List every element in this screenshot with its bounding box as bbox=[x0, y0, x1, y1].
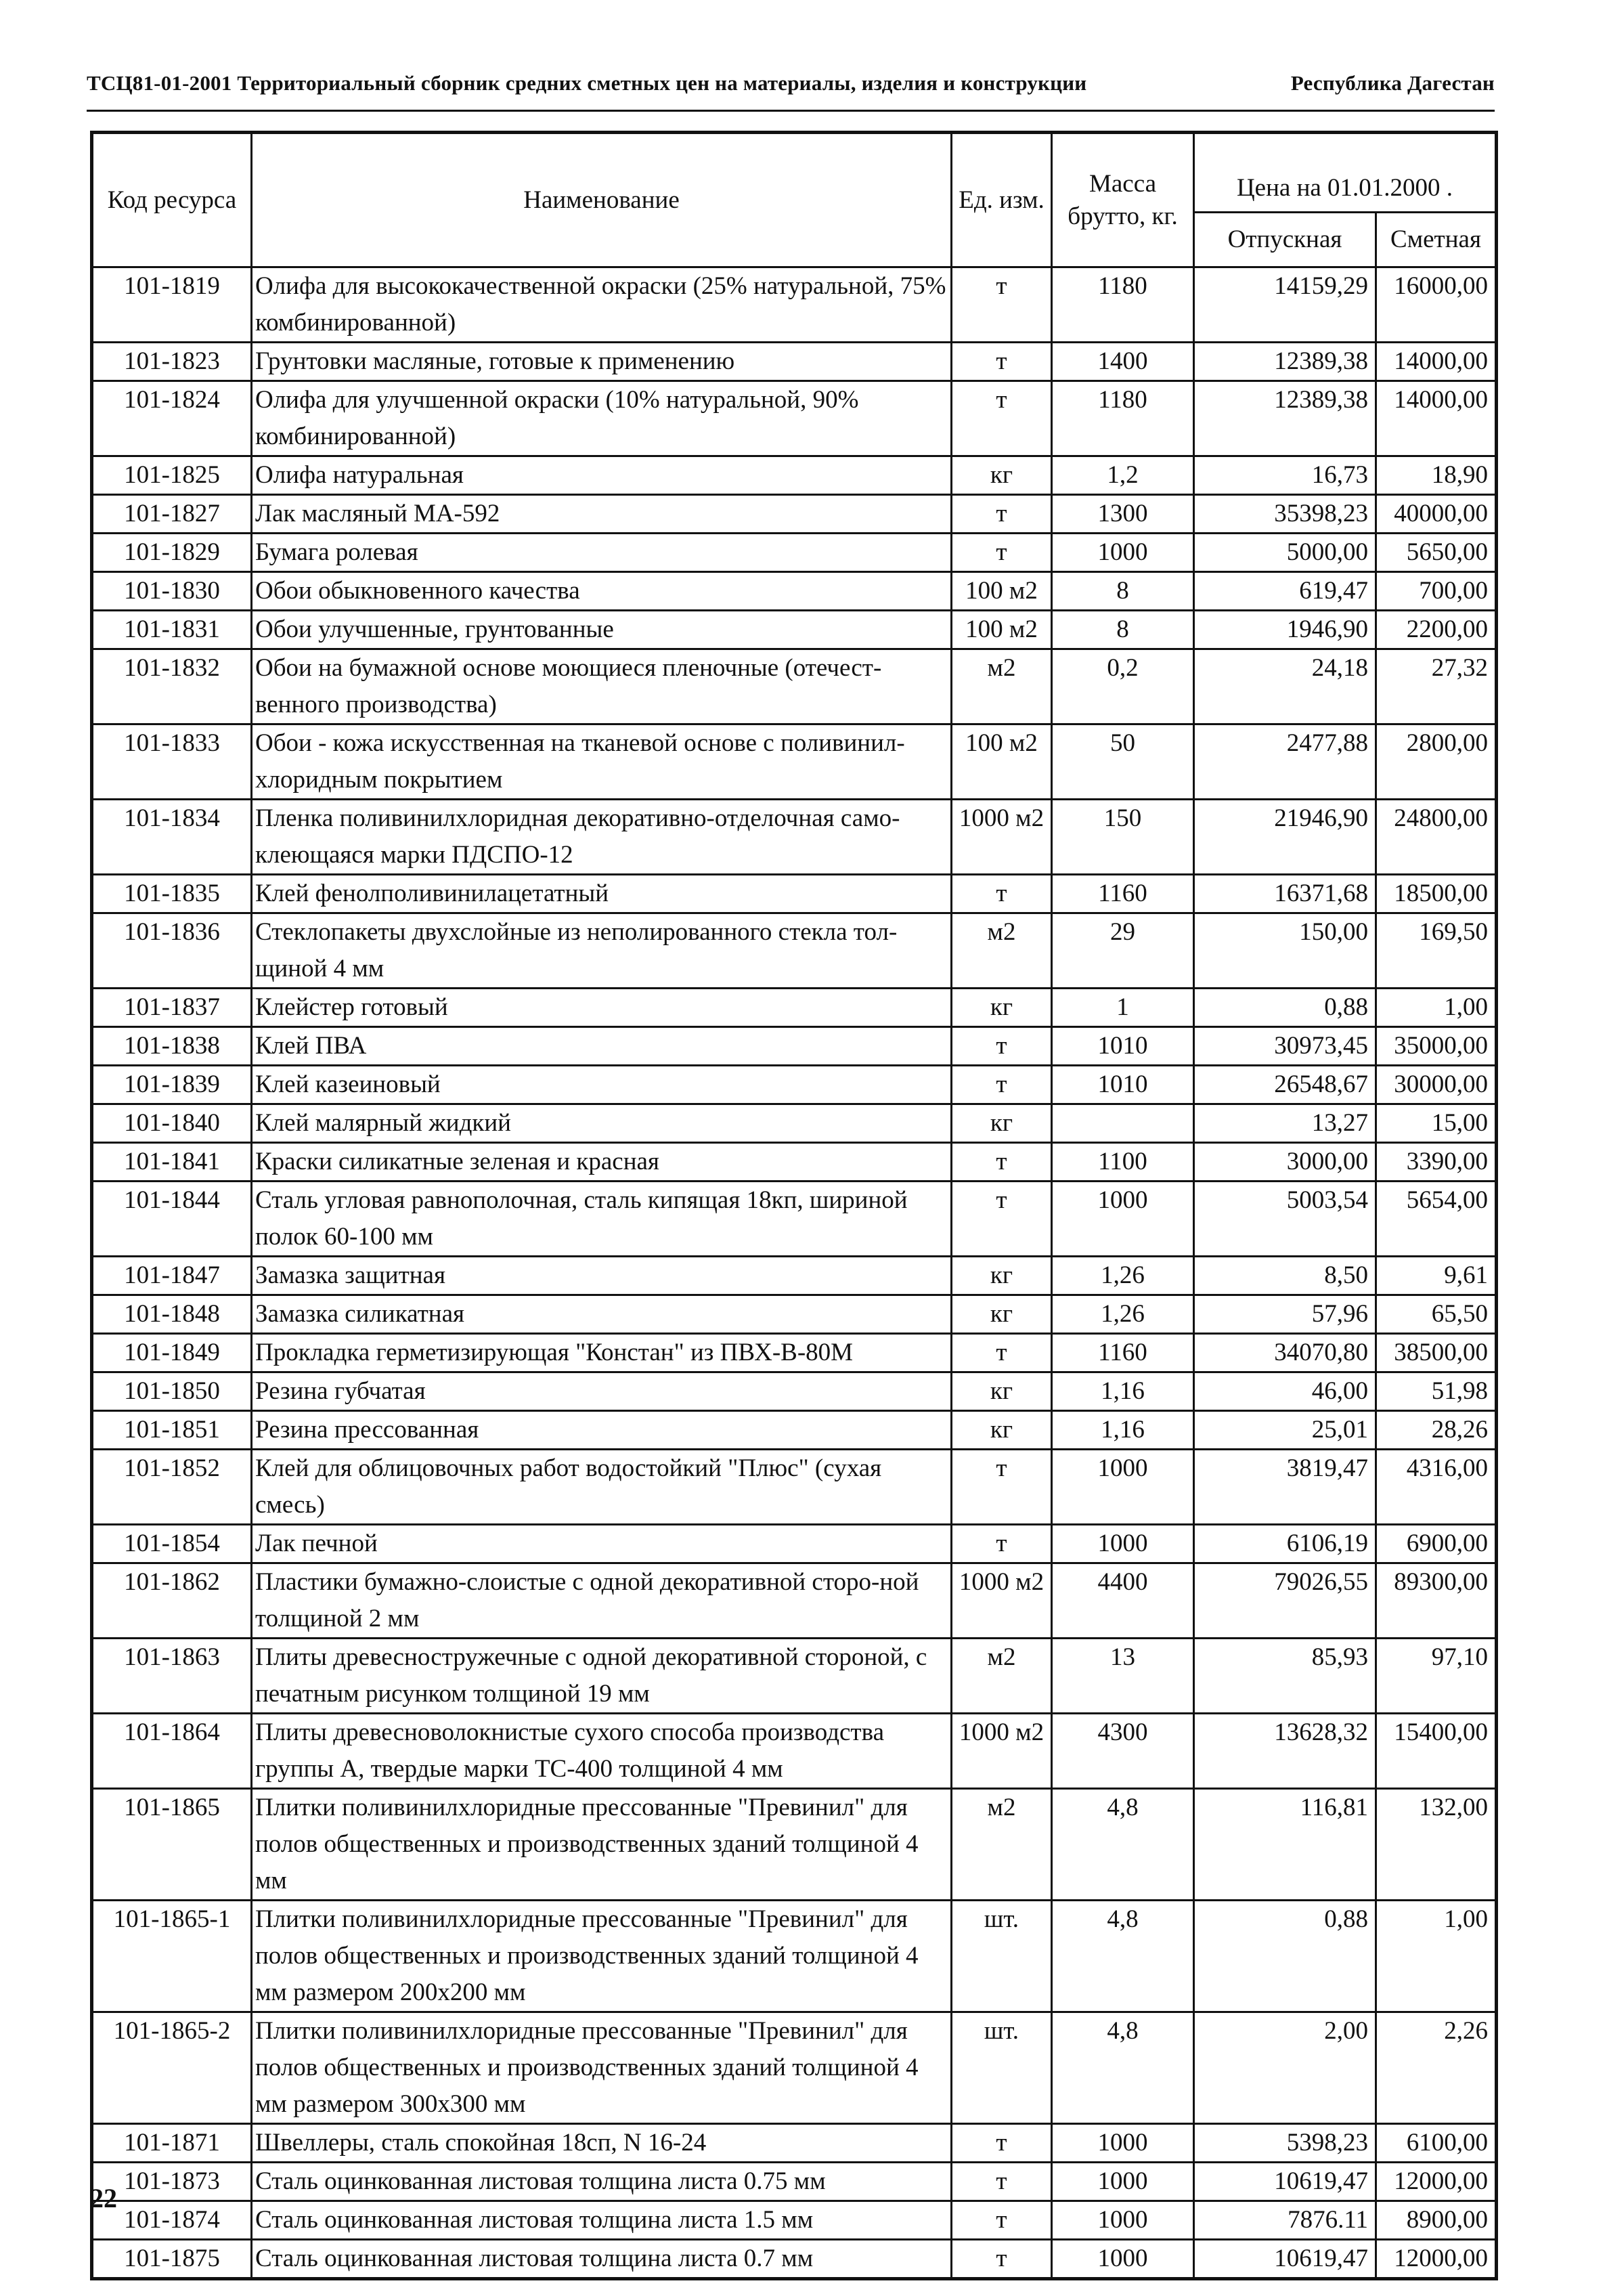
cell-release-price: 16,73 bbox=[1194, 456, 1376, 495]
cell-name: Швеллеры, сталь спокойная 18сп, N 16-24 bbox=[252, 2124, 952, 2163]
table-row bbox=[92, 2201, 1497, 2240]
cell-code: 101-1850 bbox=[92, 1372, 252, 1411]
cell-release-price: 0,88 bbox=[1194, 989, 1376, 1027]
cell-estimate-price: 2,26 bbox=[1376, 2012, 1497, 2124]
cell-mass: 1180 bbox=[1052, 267, 1194, 343]
cell-name: Сталь оцинкованная листовая толщина листа 1.5 мм bbox=[252, 2201, 952, 2240]
cell-estimate-price: 27,32 bbox=[1376, 649, 1497, 724]
cell-mass: 4,8 bbox=[1052, 1789, 1194, 1901]
cell-estimate-price: 35000,00 bbox=[1376, 1027, 1497, 1066]
cell-mass: 1000 bbox=[1052, 1525, 1194, 1563]
collection-title: ТСЦ81-01-2001 Территориальный сборник средних сметных цен на материалы, изделия и конструкции bbox=[87, 71, 1087, 95]
table-header bbox=[92, 133, 1497, 267]
cell-code: 101-1849 bbox=[92, 1334, 252, 1372]
cell-name: Олифа для улучшенной окраски (10% натуральной, 90% комбинированной) bbox=[252, 381, 952, 456]
cell-unit: 1000 м2 bbox=[952, 1563, 1052, 1639]
table-row bbox=[92, 1257, 1497, 1295]
cell-unit: кг bbox=[952, 1104, 1052, 1143]
cell-estimate-price: 2200,00 bbox=[1376, 611, 1497, 649]
cell-estimate-price: 5650,00 bbox=[1376, 534, 1497, 572]
table-row bbox=[92, 2240, 1497, 2279]
cell-name: Сталь угловая равнополочная, сталь кипящая 18кп, шириной полок 60-100 мм bbox=[252, 1182, 952, 1257]
cell-unit: 100 м2 bbox=[952, 611, 1052, 649]
cell-name: Обои обыкновенного качества bbox=[252, 572, 952, 611]
cell-name: Бумага ролевая bbox=[252, 534, 952, 572]
table-row bbox=[92, 456, 1497, 495]
cell-code: 101-1873 bbox=[92, 2163, 252, 2201]
cell-unit: м2 bbox=[952, 913, 1052, 989]
table-row bbox=[92, 989, 1497, 1027]
header-rule bbox=[87, 110, 1495, 112]
table-row bbox=[92, 572, 1497, 611]
cell-release-price: 10619,47 bbox=[1194, 2240, 1376, 2279]
cell-unit: т bbox=[952, 1334, 1052, 1372]
cell-estimate-price: 6100,00 bbox=[1376, 2124, 1497, 2163]
running-header bbox=[87, 71, 1495, 95]
cell-estimate-price: 8900,00 bbox=[1376, 2201, 1497, 2240]
cell-code: 101-1833 bbox=[92, 724, 252, 800]
cell-mass: 1160 bbox=[1052, 875, 1194, 913]
cell-estimate-price: 28,26 bbox=[1376, 1411, 1497, 1450]
cell-estimate-price: 97,10 bbox=[1376, 1639, 1497, 1714]
cell-release-price: 3819,47 bbox=[1194, 1450, 1376, 1525]
cell-estimate-price: 12000,00 bbox=[1376, 2163, 1497, 2201]
cell-release-price: 6106,19 bbox=[1194, 1525, 1376, 1563]
cell-name: Замазка силикатная bbox=[252, 1295, 952, 1334]
table-row bbox=[92, 495, 1497, 534]
cell-unit: т bbox=[952, 495, 1052, 534]
cell-mass: 1,26 bbox=[1052, 1257, 1194, 1295]
cell-name: Клей казеиновый bbox=[252, 1066, 952, 1104]
table-row bbox=[92, 649, 1497, 724]
cell-name: Лак печной bbox=[252, 1525, 952, 1563]
cell-code: 101-1844 bbox=[92, 1182, 252, 1257]
cell-release-price: 5003,54 bbox=[1194, 1182, 1376, 1257]
cell-code: 101-1848 bbox=[92, 1295, 252, 1334]
cell-release-price: 5000,00 bbox=[1194, 534, 1376, 572]
cell-release-price: 34070,80 bbox=[1194, 1334, 1376, 1372]
cell-estimate-price: 51,98 bbox=[1376, 1372, 1497, 1411]
cell-mass: 1010 bbox=[1052, 1027, 1194, 1066]
cell-mass: 1,16 bbox=[1052, 1372, 1194, 1411]
cell-release-price: 14159,29 bbox=[1194, 267, 1376, 343]
cell-estimate-price: 14000,00 bbox=[1376, 381, 1497, 456]
header-unit: Ед. изм. bbox=[952, 133, 1052, 267]
cell-code: 101-1854 bbox=[92, 1525, 252, 1563]
cell-code: 101-1839 bbox=[92, 1066, 252, 1104]
table-row bbox=[92, 1143, 1497, 1182]
cell-unit: т bbox=[952, 2163, 1052, 2201]
cell-code: 101-1847 bbox=[92, 1257, 252, 1295]
cell-code: 101-1832 bbox=[92, 649, 252, 724]
cell-release-price: 3000,00 bbox=[1194, 1143, 1376, 1182]
cell-code: 101-1831 bbox=[92, 611, 252, 649]
cell-mass: 29 bbox=[1052, 913, 1194, 989]
cell-unit: т bbox=[952, 1027, 1052, 1066]
cell-estimate-price: 89300,00 bbox=[1376, 1563, 1497, 1639]
cell-unit: т bbox=[952, 2124, 1052, 2163]
cell-code: 101-1837 bbox=[92, 989, 252, 1027]
table-row bbox=[92, 1450, 1497, 1525]
table-row bbox=[92, 534, 1497, 572]
region-name: Республика Дагестан bbox=[1290, 71, 1495, 95]
cell-unit: кг bbox=[952, 1372, 1052, 1411]
cell-unit: т bbox=[952, 1450, 1052, 1525]
table-row bbox=[92, 1789, 1497, 1901]
cell-name: Клей фенолполивинилацетатный bbox=[252, 875, 952, 913]
cell-mass: 13 bbox=[1052, 1639, 1194, 1714]
cell-unit: кг bbox=[952, 989, 1052, 1027]
cell-name: Замазка защитная bbox=[252, 1257, 952, 1295]
cell-release-price: 79026,55 bbox=[1194, 1563, 1376, 1639]
table-row bbox=[92, 343, 1497, 381]
cell-estimate-price: 38500,00 bbox=[1376, 1334, 1497, 1372]
table-row bbox=[92, 1027, 1497, 1066]
cell-estimate-price: 169,50 bbox=[1376, 913, 1497, 989]
cell-estimate-price: 30000,00 bbox=[1376, 1066, 1497, 1104]
cell-code: 101-1852 bbox=[92, 1450, 252, 1525]
cell-unit: кг bbox=[952, 456, 1052, 495]
cell-mass: 150 bbox=[1052, 800, 1194, 875]
cell-unit: 1000 м2 bbox=[952, 1714, 1052, 1789]
cell-unit: т bbox=[952, 1182, 1052, 1257]
cell-mass: 1180 bbox=[1052, 381, 1194, 456]
cell-estimate-price: 24800,00 bbox=[1376, 800, 1497, 875]
cell-code: 101-1874 bbox=[92, 2201, 252, 2240]
cell-unit: т bbox=[952, 1066, 1052, 1104]
cell-code: 101-1865-1 bbox=[92, 1901, 252, 2012]
cell-mass: 1000 bbox=[1052, 1182, 1194, 1257]
cell-unit: т bbox=[952, 2201, 1052, 2240]
cell-name: Пленка поливинилхлоридная декоративно-отделочная само-клеющаяся марки ПДСПО-12 bbox=[252, 800, 952, 875]
table-row bbox=[92, 1182, 1497, 1257]
table-row bbox=[92, 913, 1497, 989]
cell-release-price: 13,27 bbox=[1194, 1104, 1376, 1143]
table-row bbox=[92, 2012, 1497, 2124]
cell-name: Плитки поливинилхлоридные прессованные "Превинил" для полов общественных и производственных зданий толщиной 4 мм размером 300х300 мм bbox=[252, 2012, 952, 2124]
cell-unit: м2 bbox=[952, 649, 1052, 724]
cell-code: 101-1865-2 bbox=[92, 2012, 252, 2124]
cell-mass: 1000 bbox=[1052, 2201, 1194, 2240]
cell-estimate-price: 16000,00 bbox=[1376, 267, 1497, 343]
cell-estimate-price: 2800,00 bbox=[1376, 724, 1497, 800]
cell-mass: 4,8 bbox=[1052, 1901, 1194, 2012]
cell-release-price: 46,00 bbox=[1194, 1372, 1376, 1411]
cell-estimate-price: 12000,00 bbox=[1376, 2240, 1497, 2279]
cell-unit: шт. bbox=[952, 1901, 1052, 2012]
cell-estimate-price: 6900,00 bbox=[1376, 1525, 1497, 1563]
cell-code: 101-1875 bbox=[92, 2240, 252, 2279]
table-row bbox=[92, 1639, 1497, 1714]
cell-release-price: 0,88 bbox=[1194, 1901, 1376, 2012]
cell-unit: м2 bbox=[952, 1639, 1052, 1714]
cell-release-price: 25,01 bbox=[1194, 1411, 1376, 1450]
cell-release-price: 5398,23 bbox=[1194, 2124, 1376, 2163]
table-row bbox=[92, 267, 1497, 343]
cell-code: 101-1840 bbox=[92, 1104, 252, 1143]
price-table bbox=[90, 131, 1498, 2280]
cell-code: 101-1835 bbox=[92, 875, 252, 913]
cell-release-price: 26548,67 bbox=[1194, 1066, 1376, 1104]
cell-code: 101-1834 bbox=[92, 800, 252, 875]
cell-name: Краски силикатные зеленая и красная bbox=[252, 1143, 952, 1182]
cell-mass: 8 bbox=[1052, 611, 1194, 649]
cell-mass: 1010 bbox=[1052, 1066, 1194, 1104]
cell-code: 101-1819 bbox=[92, 267, 252, 343]
cell-name: Олифа натуральная bbox=[252, 456, 952, 495]
cell-mass: 1000 bbox=[1052, 1450, 1194, 1525]
cell-release-price: 2477,88 bbox=[1194, 724, 1376, 800]
table-row bbox=[92, 611, 1497, 649]
cell-code: 101-1871 bbox=[92, 2124, 252, 2163]
cell-code: 101-1864 bbox=[92, 1714, 252, 1789]
cell-release-price: 21946,90 bbox=[1194, 800, 1376, 875]
table-row bbox=[92, 2163, 1497, 2201]
header-release-price: Отпускная bbox=[1194, 213, 1376, 267]
cell-mass: 1000 bbox=[1052, 534, 1194, 572]
cell-estimate-price: 4316,00 bbox=[1376, 1450, 1497, 1525]
cell-code: 101-1829 bbox=[92, 534, 252, 572]
cell-name: Плитки поливинилхлоридные прессованные "Превинил" для полов общественных и производственных зданий толщиной 4 мм размером 200х200 мм bbox=[252, 1901, 952, 2012]
cell-name: Обои улучшенные, грунтованные bbox=[252, 611, 952, 649]
table-row bbox=[92, 875, 1497, 913]
cell-name: Стеклопакеты двухслойные из неполированного стекла тол-щиной 4 мм bbox=[252, 913, 952, 989]
cell-estimate-price: 15,00 bbox=[1376, 1104, 1497, 1143]
cell-unit: кг bbox=[952, 1295, 1052, 1334]
header-code: Код ресурса bbox=[92, 133, 252, 267]
table-row bbox=[92, 381, 1497, 456]
cell-unit: т bbox=[952, 534, 1052, 572]
header-estimate-price: Сметная bbox=[1376, 213, 1497, 267]
cell-code: 101-1830 bbox=[92, 572, 252, 611]
cell-unit: т bbox=[952, 1143, 1052, 1182]
cell-release-price: 12389,38 bbox=[1194, 343, 1376, 381]
cell-code: 101-1865 bbox=[92, 1789, 252, 1901]
cell-estimate-price: 18,90 bbox=[1376, 456, 1497, 495]
cell-name: Обои - кожа искусственная на тканевой основе с поливинил-хлоридным покрытием bbox=[252, 724, 952, 800]
cell-mass: 1400 bbox=[1052, 343, 1194, 381]
cell-mass: 1160 bbox=[1052, 1334, 1194, 1372]
cell-unit: т bbox=[952, 381, 1052, 456]
cell-release-price: 619,47 bbox=[1194, 572, 1376, 611]
cell-name: Плиты древесностружечные с одной декоративной стороной, с печатным рисунком толщиной 19 мм bbox=[252, 1639, 952, 1714]
cell-release-price: 150,00 bbox=[1194, 913, 1376, 989]
cell-release-price: 16371,68 bbox=[1194, 875, 1376, 913]
cell-name: Плитки поливинилхлоридные прессованные "Превинил" для полов общественных и производственных зданий толщиной 4 мм bbox=[252, 1789, 952, 1901]
cell-release-price: 24,18 bbox=[1194, 649, 1376, 724]
table-row bbox=[92, 1563, 1497, 1639]
cell-unit: шт. bbox=[952, 2012, 1052, 2124]
cell-unit: м2 bbox=[952, 1789, 1052, 1901]
cell-unit: т bbox=[952, 267, 1052, 343]
cell-code: 101-1851 bbox=[92, 1411, 252, 1450]
cell-name: Лак масляный МА-592 bbox=[252, 495, 952, 534]
cell-code: 101-1841 bbox=[92, 1143, 252, 1182]
cell-mass bbox=[1052, 1104, 1194, 1143]
cell-unit: т bbox=[952, 875, 1052, 913]
cell-mass: 1 bbox=[1052, 989, 1194, 1027]
cell-release-price: 57,96 bbox=[1194, 1295, 1376, 1334]
cell-mass: 8 bbox=[1052, 572, 1194, 611]
cell-mass: 1000 bbox=[1052, 2124, 1194, 2163]
cell-mass: 4400 bbox=[1052, 1563, 1194, 1639]
table-row bbox=[92, 1901, 1497, 2012]
table-row bbox=[92, 1372, 1497, 1411]
cell-mass: 1,16 bbox=[1052, 1411, 1194, 1450]
table-row bbox=[92, 1104, 1497, 1143]
cell-estimate-price: 14000,00 bbox=[1376, 343, 1497, 381]
table-body bbox=[92, 267, 1497, 2279]
table-row bbox=[92, 1334, 1497, 1372]
cell-code: 101-1862 bbox=[92, 1563, 252, 1639]
cell-name: Клей малярный жидкий bbox=[252, 1104, 952, 1143]
cell-code: 101-1836 bbox=[92, 913, 252, 989]
cell-mass: 1300 bbox=[1052, 495, 1194, 534]
table-row bbox=[92, 724, 1497, 800]
cell-code: 101-1825 bbox=[92, 456, 252, 495]
cell-mass: 1100 bbox=[1052, 1143, 1194, 1182]
cell-name: Клей ПВА bbox=[252, 1027, 952, 1066]
cell-name: Грунтовки масляные, готовые к применению bbox=[252, 343, 952, 381]
cell-estimate-price: 15400,00 bbox=[1376, 1714, 1497, 1789]
cell-unit: кг bbox=[952, 1257, 1052, 1295]
cell-release-price: 8,50 bbox=[1194, 1257, 1376, 1295]
cell-unit: т bbox=[952, 343, 1052, 381]
cell-name: Резина губчатая bbox=[252, 1372, 952, 1411]
table-row bbox=[92, 1066, 1497, 1104]
page-number: 22 bbox=[90, 2183, 117, 2213]
cell-mass: 50 bbox=[1052, 724, 1194, 800]
cell-unit: т bbox=[952, 2240, 1052, 2279]
cell-estimate-price: 700,00 bbox=[1376, 572, 1497, 611]
cell-estimate-price: 9,61 bbox=[1376, 1257, 1497, 1295]
cell-name: Олифа для высококачественной окраски (25% натуральной, 75% комбинированной) bbox=[252, 267, 952, 343]
cell-release-price: 85,93 bbox=[1194, 1639, 1376, 1714]
cell-unit: 1000 м2 bbox=[952, 800, 1052, 875]
cell-mass: 1000 bbox=[1052, 2240, 1194, 2279]
cell-name: Резина прессованная bbox=[252, 1411, 952, 1450]
cell-release-price: 30973,45 bbox=[1194, 1027, 1376, 1066]
cell-code: 101-1863 bbox=[92, 1639, 252, 1714]
cell-name: Сталь оцинкованная листовая толщина листа 0.7 мм bbox=[252, 2240, 952, 2279]
cell-name: Прокладка герметизирующая "Констан" из ПВХ-В-80М bbox=[252, 1334, 952, 1372]
cell-estimate-price: 1,00 bbox=[1376, 989, 1497, 1027]
cell-unit: т bbox=[952, 1525, 1052, 1563]
header-price: Цена на 01.01.2000 . bbox=[1194, 133, 1497, 213]
cell-unit: 100 м2 bbox=[952, 724, 1052, 800]
cell-mass: 4300 bbox=[1052, 1714, 1194, 1789]
cell-name: Пластики бумажно-слоистые с одной декоративной сторо-ной толщиной 2 мм bbox=[252, 1563, 952, 1639]
cell-release-price: 2,00 bbox=[1194, 2012, 1376, 2124]
table-row bbox=[92, 1411, 1497, 1450]
cell-mass: 1000 bbox=[1052, 2163, 1194, 2201]
cell-mass: 1,2 bbox=[1052, 456, 1194, 495]
table-row bbox=[92, 800, 1497, 875]
cell-name: Клей для облицовочных работ водостойкий "Плюс" (сухая смесь) bbox=[252, 1450, 952, 1525]
cell-estimate-price: 1,00 bbox=[1376, 1901, 1497, 2012]
cell-release-price: 12389,38 bbox=[1194, 381, 1376, 456]
cell-name: Обои на бумажной основе моющиеся пленочные (отечест-венного производства) bbox=[252, 649, 952, 724]
cell-mass: 4,8 bbox=[1052, 2012, 1194, 2124]
cell-release-price: 7876.11 bbox=[1194, 2201, 1376, 2240]
cell-release-price: 116,81 bbox=[1194, 1789, 1376, 1901]
header-name: Наименование bbox=[252, 133, 952, 267]
cell-estimate-price: 65,50 bbox=[1376, 1295, 1497, 1334]
cell-name: Плиты древесноволокнистые сухого способа производства группы А, твердые марки ТС-400 толщиной 4 мм bbox=[252, 1714, 952, 1789]
table-row bbox=[92, 1525, 1497, 1563]
cell-release-price: 1946,90 bbox=[1194, 611, 1376, 649]
cell-code: 101-1827 bbox=[92, 495, 252, 534]
cell-unit: кг bbox=[952, 1411, 1052, 1450]
cell-mass: 0,2 bbox=[1052, 649, 1194, 724]
cell-estimate-price: 5654,00 bbox=[1376, 1182, 1497, 1257]
cell-estimate-price: 3390,00 bbox=[1376, 1143, 1497, 1182]
cell-estimate-price: 18500,00 bbox=[1376, 875, 1497, 913]
cell-name: Клейстер готовый bbox=[252, 989, 952, 1027]
cell-release-price: 10619,47 bbox=[1194, 2163, 1376, 2201]
cell-estimate-price: 132,00 bbox=[1376, 1789, 1497, 1901]
header-mass: Масса брутто, кг. bbox=[1052, 133, 1194, 267]
table-row bbox=[92, 1714, 1497, 1789]
cell-mass: 1,26 bbox=[1052, 1295, 1194, 1334]
cell-release-price: 35398,23 bbox=[1194, 495, 1376, 534]
table-row bbox=[92, 1295, 1497, 1334]
cell-code: 101-1838 bbox=[92, 1027, 252, 1066]
cell-code: 101-1824 bbox=[92, 381, 252, 456]
cell-code: 101-1823 bbox=[92, 343, 252, 381]
cell-estimate-price: 40000,00 bbox=[1376, 495, 1497, 534]
cell-unit: 100 м2 bbox=[952, 572, 1052, 611]
cell-name: Сталь оцинкованная листовая толщина листа 0.75 мм bbox=[252, 2163, 952, 2201]
table-row bbox=[92, 2124, 1497, 2163]
cell-release-price: 13628,32 bbox=[1194, 1714, 1376, 1789]
